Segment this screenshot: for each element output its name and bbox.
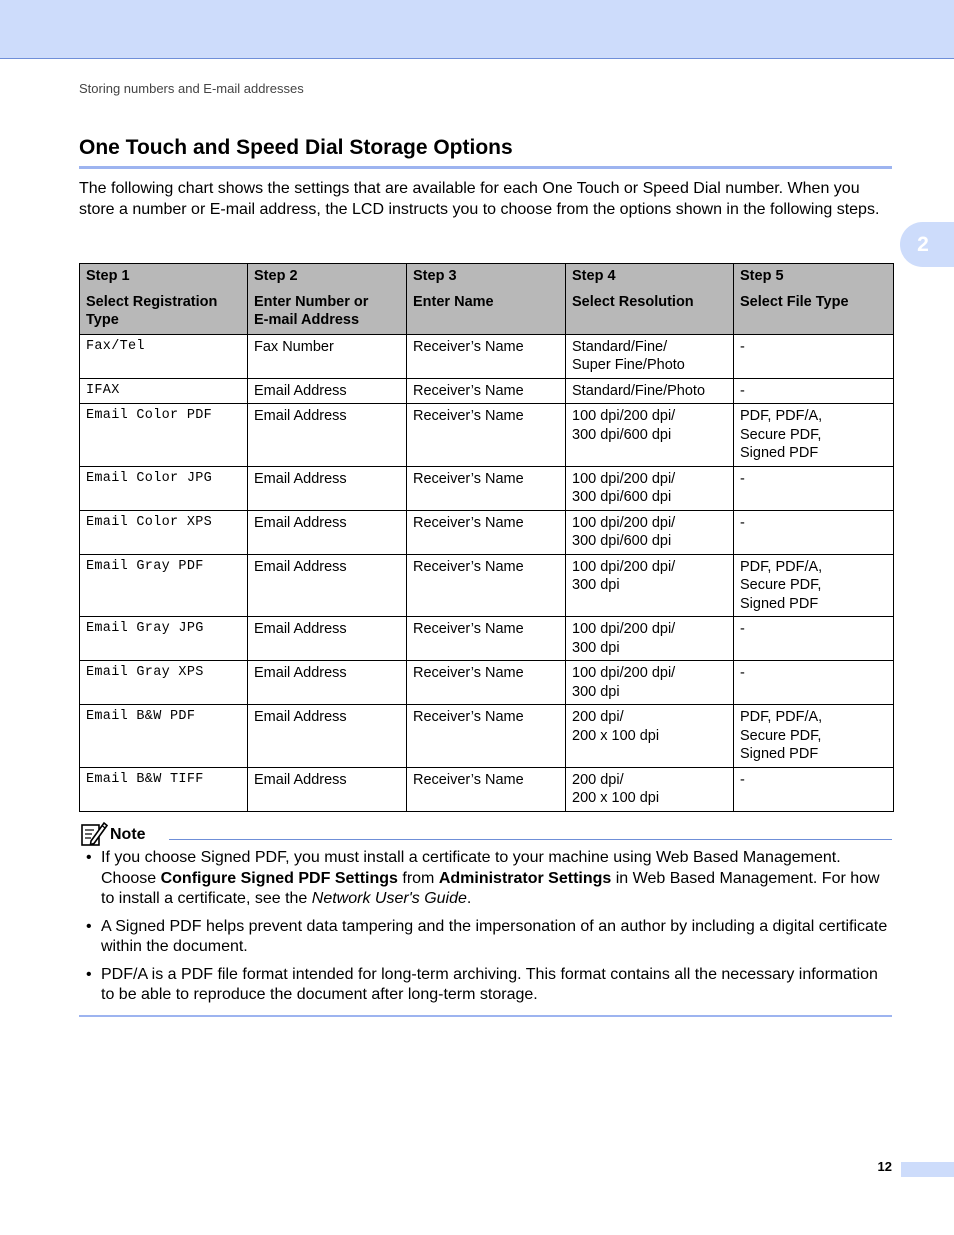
page-number: 12 [877, 1159, 892, 1174]
name-cell: Receiver’s Name [407, 466, 566, 510]
registration-type-cell: Email Color PDF [80, 404, 248, 467]
header-column-label: Enter Number or E-mail Address [254, 293, 369, 328]
running-header: Storing numbers and E-mail addresses [79, 81, 304, 96]
file-type-cell: - [734, 334, 894, 378]
file-type-cell: - [734, 510, 894, 554]
name-cell: Receiver’s Name [407, 617, 566, 661]
file-type-cell: - [734, 466, 894, 510]
header-step-2 [248, 264, 407, 335]
table-header-row [80, 264, 894, 335]
number-address-cell: Email Address [248, 617, 407, 661]
header-column-label: Select Registration Type [86, 293, 218, 328]
file-type-cell: PDF, PDF/A, Secure PDF, Signed PDF [734, 554, 894, 617]
top-header-band [0, 0, 954, 59]
menu-path-configure-signed-pdf: Configure Signed PDF Settings [160, 869, 398, 887]
table-row [80, 661, 894, 705]
note-text: . [466, 890, 472, 907]
registration-type-cell: Email B&W PDF [80, 705, 248, 768]
table-row [80, 466, 894, 510]
resolution-cell: Standard/Fine/ Super Fine/Photo [566, 334, 734, 378]
note-list [79, 848, 892, 1013]
registration-type-cell: Email Color JPG [80, 466, 248, 510]
file-type-cell: - [734, 617, 894, 661]
header-step-3 [407, 264, 566, 335]
number-address-cell: Email Address [248, 466, 407, 510]
page-number-bar [901, 1162, 954, 1177]
header-step-label: Step 2 [254, 268, 298, 284]
name-cell: Receiver’s Name [407, 661, 566, 705]
name-cell: Receiver’s Name [407, 767, 566, 811]
header-step-5 [734, 264, 894, 335]
header-step-label: Step 3 [413, 268, 457, 284]
note-bottom-rule [79, 1015, 892, 1017]
header-step-1 [80, 264, 248, 335]
chapter-tab[interactable]: 2 [900, 222, 954, 267]
file-type-cell: PDF, PDF/A, Secure PDF, Signed PDF [734, 404, 894, 467]
file-type-cell: - [734, 378, 894, 404]
resolution-cell: 100 dpi/200 dpi/ 300 dpi [566, 617, 734, 661]
header-step-4 [566, 264, 734, 335]
note-header [79, 818, 892, 848]
note-text: in Web Based Management. For how to install a certificate, see the [101, 869, 880, 907]
number-address-cell: Email Address [248, 705, 407, 768]
table-row [80, 554, 894, 617]
guide-reference: Network User's Guide [311, 890, 467, 907]
table-row [80, 705, 894, 768]
registration-type-cell: IFAX [80, 378, 248, 404]
table-row [80, 404, 894, 467]
note-item-signed-pdf [79, 848, 892, 910]
number-address-cell: Email Address [248, 404, 407, 467]
table-row [80, 510, 894, 554]
name-cell: Receiver’s Name [407, 705, 566, 768]
resolution-cell: 100 dpi/200 dpi/ 300 dpi/600 dpi [566, 404, 734, 467]
header-column-label: Enter Name [413, 293, 494, 310]
note-text: from [397, 869, 439, 887]
table-row [80, 767, 894, 811]
file-type-cell: - [734, 661, 894, 705]
registration-type-cell: Email Gray PDF [80, 554, 248, 617]
registration-type-cell: Email Gray JPG [80, 617, 248, 661]
intro-paragraph: The following chart shows the settings that are available for each One Touch or Speed Dial number. When you store a number or E-mail address, the LCD instructs you to choose from the options shown in the following steps. [79, 180, 880, 218]
number-address-cell: Email Address [248, 378, 407, 404]
resolution-cell: 100 dpi/200 dpi/ 300 dpi/600 dpi [566, 510, 734, 554]
number-address-cell: Email Address [248, 767, 407, 811]
name-cell: Receiver’s Name [407, 554, 566, 617]
note-item-tampering: • A Signed PDF helps prevent data tampering and the impersonation of an author by including a digital certificate within the document. [79, 917, 892, 958]
name-cell: Receiver’s Name [407, 404, 566, 467]
name-cell: Receiver’s Name [407, 334, 566, 378]
header-step-label: Step 1 [86, 268, 130, 284]
resolution-cell: 100 dpi/200 dpi/ 300 dpi/600 dpi [566, 466, 734, 510]
name-cell: Receiver’s Name [407, 378, 566, 404]
menu-path-administrator-settings: Administrator Settings [438, 869, 612, 887]
number-address-cell: Email Address [248, 554, 407, 617]
header-column-label: Select Resolution [572, 293, 694, 310]
resolution-cell: 100 dpi/200 dpi/ 300 dpi [566, 554, 734, 617]
file-type-cell: - [734, 767, 894, 811]
file-type-cell: PDF, PDF/A, Secure PDF, Signed PDF [734, 705, 894, 768]
resolution-cell: Standard/Fine/Photo [566, 378, 734, 404]
registration-type-cell: Email Color XPS [80, 510, 248, 554]
section-title: One Touch and Speed Dial Storage Options [79, 136, 513, 159]
note-label: Note [110, 826, 146, 843]
header-step-label: Step 4 [572, 268, 616, 284]
number-address-cell: Fax Number [248, 334, 407, 378]
registration-type-cell: Email B&W TIFF [80, 767, 248, 811]
table-row [80, 378, 894, 404]
number-address-cell: Email Address [248, 510, 407, 554]
resolution-cell: 100 dpi/200 dpi/ 300 dpi [566, 661, 734, 705]
registration-type-cell: Email Gray XPS [80, 661, 248, 705]
header-step-label: Step 5 [740, 268, 784, 284]
resolution-cell: 200 dpi/ 200 x 100 dpi [566, 767, 734, 811]
note-item-pdfa: • PDF/A is a PDF file format intended for long-term archiving. This format contains all the necessary information to be able to reproduce the document after long-term storage. [79, 965, 892, 1006]
name-cell: Receiver’s Name [407, 510, 566, 554]
title-underline [79, 166, 892, 169]
registration-type-cell: Fax/Tel [80, 334, 248, 378]
number-address-cell: Email Address [248, 661, 407, 705]
table-row [80, 334, 894, 378]
note-divider [169, 839, 892, 840]
header-column-label: Select File Type [740, 293, 849, 310]
resolution-cell: 200 dpi/ 200 x 100 dpi [566, 705, 734, 768]
storage-options-table [79, 263, 894, 812]
table-row [80, 617, 894, 661]
note-text: If you choose Signed PDF, you must install a certificate to your machine using Web Based Management. Choose [101, 849, 841, 887]
